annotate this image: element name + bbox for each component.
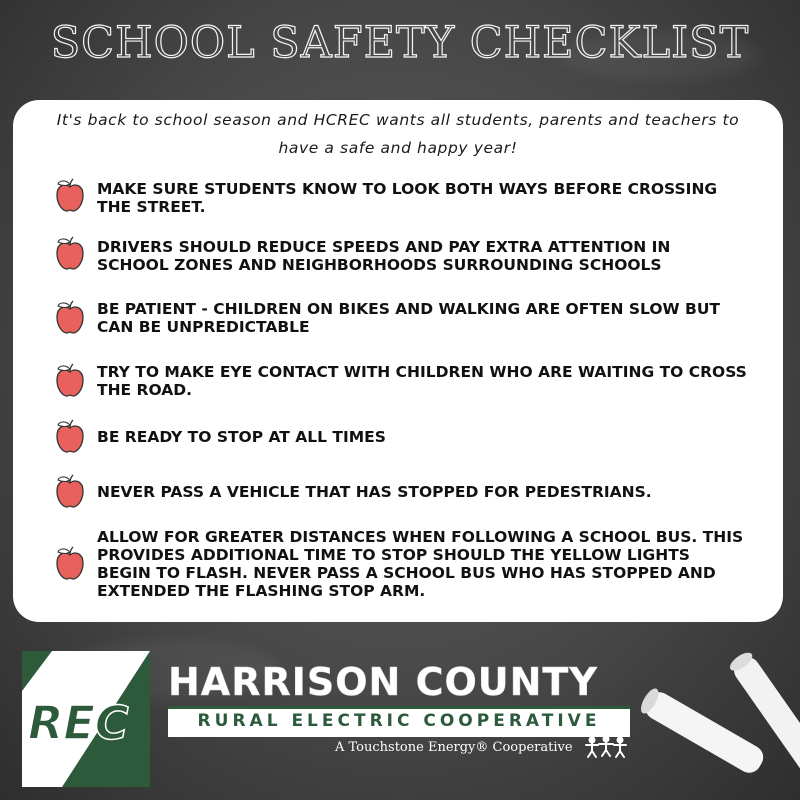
tagline: A Touchstone Energy® Cooperative (335, 740, 573, 755)
checklist-item-text: TRY TO MAKE EYE CONTACT WITH CHILDREN WHO ARE WAITING TO CROSS THE ROAD. (97, 363, 747, 399)
apple-icon (53, 546, 87, 582)
checklist-item-text: ALLOW FOR GREATER DISTANCES WHEN FOLLOWING A SCHOOL BUS. THIS PROVIDES ADDITIONAL TIME TO STOP SHOULD THE YELLOW LIGHTS BEGIN TO FLASH. NEVER PASS A SCHOOL BUS WHO HAS STOPPED AND EXTENDED THE FLASHING STOP ARM. (97, 528, 744, 600)
apple-icon (53, 474, 87, 510)
org-subtitle: RURAL ELECTRIC COOPERATIVE (197, 711, 601, 731)
page-title: SCHOOL SAFETY CHECKLIST (50, 18, 750, 68)
chalk-sticks (640, 630, 800, 800)
checklist-item-text: MAKE SURE STUDENTS KNOW TO LOOK BOTH WAYS BEFORE CROSSING THE STREET. (97, 180, 718, 216)
apple-icon (53, 236, 87, 272)
apple-icon (53, 300, 87, 336)
logo-text: REC (28, 696, 129, 750)
checklist-item-text: NEVER PASS A VEHICLE THAT HAS STOPPED FOR PEDESTRIANS. (97, 483, 652, 501)
apple-icon (53, 419, 87, 455)
rec-logo (22, 651, 150, 787)
apple-icon (53, 363, 87, 399)
org-name: HARRISON COUNTY (168, 660, 598, 704)
org-subtitle-bar (168, 706, 630, 737)
checklist-item-text: BE READY TO STOP AT ALL TIMES (97, 428, 386, 446)
intro-text: It's back to school season and HCREC wants all students, parents and teachers to have a safe and happy year! (56, 111, 740, 157)
checklist-item-text: BE PATIENT - CHILDREN ON BIKES AND WALKING ARE OFTEN SLOW BUT CAN BE UNPREDICTABLE (97, 300, 720, 336)
touchstone-people-icon (584, 735, 628, 759)
checklist-item-text: DRIVERS SHOULD REDUCE SPEEDS AND PAY EXTRA ATTENTION IN SCHOOL ZONES AND NEIGHBORHOODS SURROUNDING SCHOOLS (97, 238, 671, 274)
rec-logo-mark (22, 651, 150, 787)
checklist-card (13, 100, 783, 622)
apple-icon (53, 178, 87, 214)
